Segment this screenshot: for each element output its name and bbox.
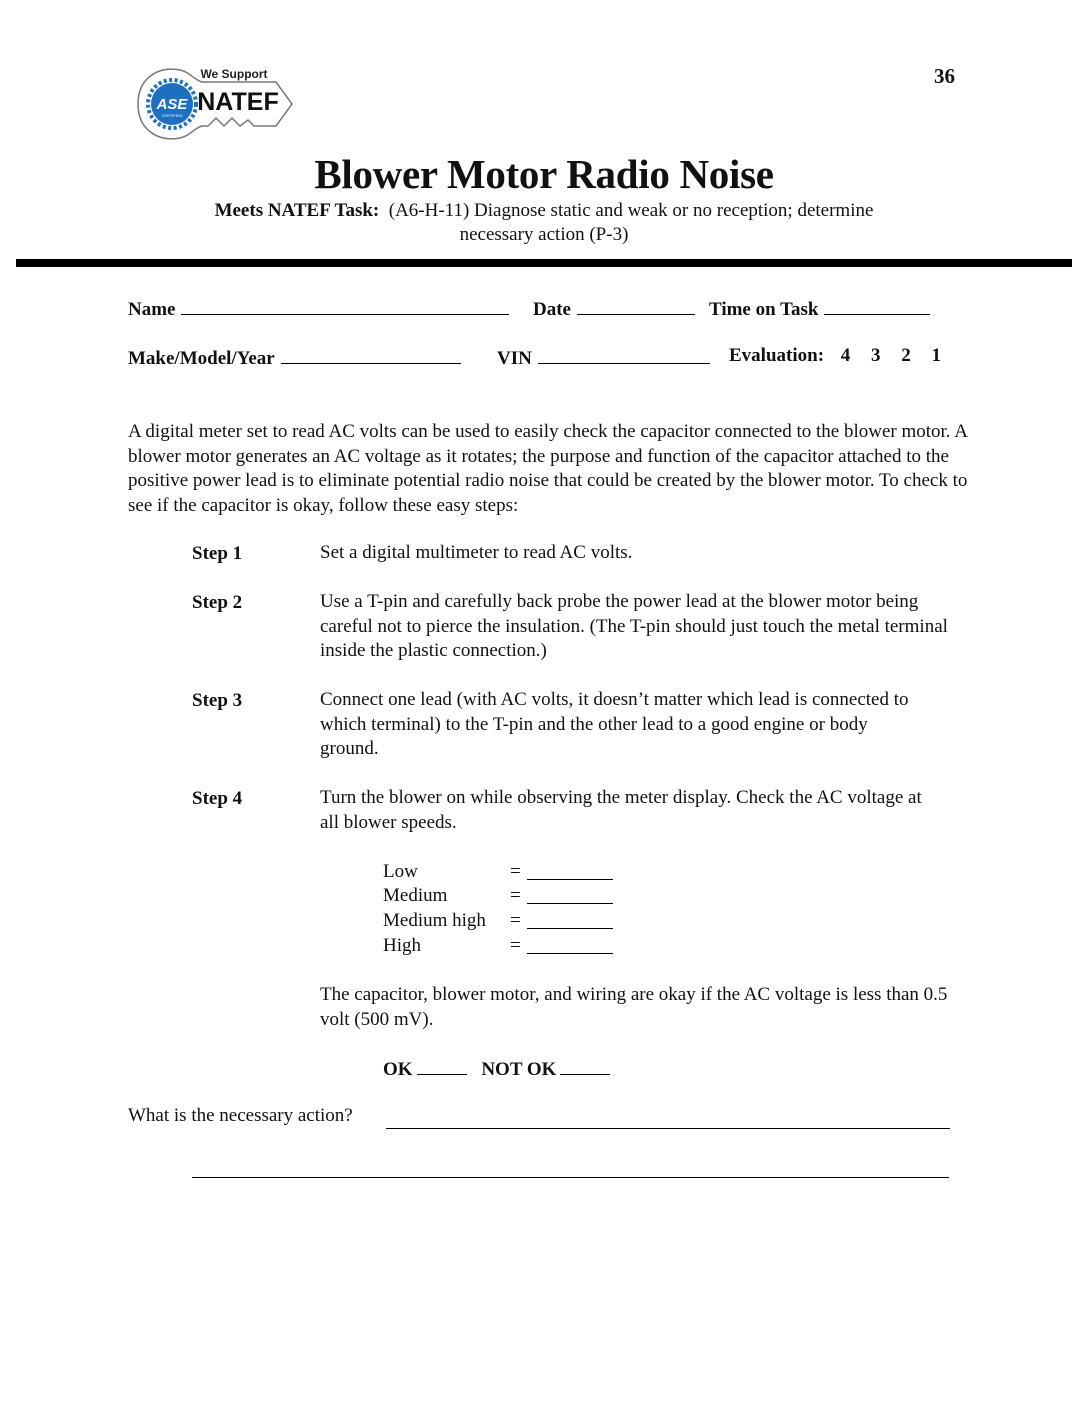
- speed-row-medium: [383, 884, 623, 909]
- time-blank[interactable]: [824, 296, 930, 315]
- evaluation-option-4[interactable]: 4: [840, 345, 851, 366]
- speed-blank-medium[interactable]: [527, 903, 613, 904]
- vin-field[interactable]: [497, 345, 710, 370]
- svg-text:CERTIFIED: CERTIFIED: [161, 113, 183, 118]
- task-label: Meets NATEF Task:: [214, 200, 380, 221]
- equals-sign: =: [510, 885, 521, 906]
- result-row: [383, 1056, 610, 1081]
- speed-row-high: [383, 934, 623, 959]
- page-title: Blower Motor Radio Noise: [314, 151, 774, 197]
- speed-label: Low: [383, 861, 418, 882]
- task-text-line1: (A6-H-11) Diagnose static and weak or no reception; determine: [388, 200, 874, 221]
- date-label: Date: [533, 299, 571, 320]
- speed-label: Medium high: [383, 910, 486, 931]
- step-1-text: Set a digital multimeter to read AC volts.: [320, 542, 633, 563]
- not-ok-blank[interactable]: [560, 1056, 610, 1075]
- speed-blank-low[interactable]: [527, 879, 613, 880]
- header-divider: [16, 259, 1072, 267]
- step-2-text: Use a T-pin and carefully back probe the power lead at the blower motor being careful not to pierce the insulation. (The T-pin should just touch the metal terminal inside the plastic connection.): [320, 591, 948, 661]
- step-4-text: Turn the blower on while observing the meter display. Check the AC voltage at all blower speeds.: [320, 787, 922, 833]
- step-3-label: Step 3: [192, 690, 243, 711]
- necessary-action-question: What is the necessary action?: [128, 1105, 353, 1126]
- make-label: Make/Model/Year: [128, 348, 275, 369]
- speed-blank-high[interactable]: [527, 953, 613, 954]
- date-field[interactable]: [533, 296, 695, 321]
- speed-row-low: [383, 860, 623, 885]
- step-2-label: Step 2: [192, 592, 243, 613]
- evaluation-field: [729, 345, 941, 367]
- name-field[interactable]: [128, 296, 509, 321]
- vin-label: VIN: [497, 348, 532, 369]
- svg-text:We Support: We Support: [200, 67, 268, 81]
- speed-row-medium-high: [383, 909, 623, 934]
- page-number: 36: [934, 64, 955, 88]
- not-ok-label: NOT OK: [481, 1059, 557, 1080]
- intro-paragraph: A digital meter set to read AC volts can be used to easily check the capacitor connected to the blower motor. A blower motor generates an AC voltage as it rotates; the purpose and function of the capacitor attached to the positive power lead is to eliminate potential radio noise that could be created by the blower motor. To check to see if the capacitor is okay, follow these easy steps:: [128, 421, 968, 516]
- speed-label: High: [383, 935, 421, 956]
- date-blank[interactable]: [577, 296, 695, 315]
- svg-text:NATEF: NATEF: [197, 88, 279, 116]
- task-text-line2: necessary action (P-3): [459, 224, 629, 245]
- time-on-task-field[interactable]: [709, 296, 930, 321]
- make-model-year-field[interactable]: [128, 345, 461, 370]
- equals-sign: =: [510, 861, 521, 882]
- name-blank[interactable]: [181, 296, 509, 315]
- natef-logo: [128, 60, 298, 148]
- step-3-text: Connect one lead (with AC volts, it doesn’t matter which lead is connected to which terminal) to the T-pin and the other lead to a good engine or body ground.: [320, 689, 909, 759]
- ok-label: OK: [383, 1059, 413, 1080]
- vin-blank[interactable]: [538, 345, 710, 364]
- svg-text:ASE: ASE: [156, 96, 188, 113]
- answer-line-2[interactable]: [192, 1177, 949, 1178]
- task-description: [0, 199, 1088, 247]
- speed-blank-medium-high[interactable]: [527, 928, 613, 929]
- make-blank[interactable]: [281, 345, 461, 364]
- evaluation-option-3[interactable]: 3: [871, 345, 881, 366]
- ok-blank[interactable]: [417, 1056, 467, 1075]
- evaluation-label: Evaluation:: [729, 345, 825, 366]
- time-label: Time on Task: [709, 299, 819, 320]
- equals-sign: =: [510, 910, 521, 931]
- answer-line-1[interactable]: [386, 1128, 950, 1129]
- equals-sign: =: [510, 935, 521, 956]
- evaluation-option-1[interactable]: 1: [931, 345, 942, 366]
- speed-label: Medium: [383, 885, 448, 906]
- ase-key-icon: [128, 60, 298, 148]
- capacitor-note: The capacitor, blower motor, and wiring are okay if the AC voltage is less than 0.5 volt (500 mV).: [320, 984, 948, 1030]
- evaluation-option-2[interactable]: 2: [901, 345, 911, 366]
- step-4-label: Step 4: [192, 788, 243, 809]
- name-label: Name: [128, 299, 176, 320]
- step-1-label: Step 1: [192, 543, 243, 564]
